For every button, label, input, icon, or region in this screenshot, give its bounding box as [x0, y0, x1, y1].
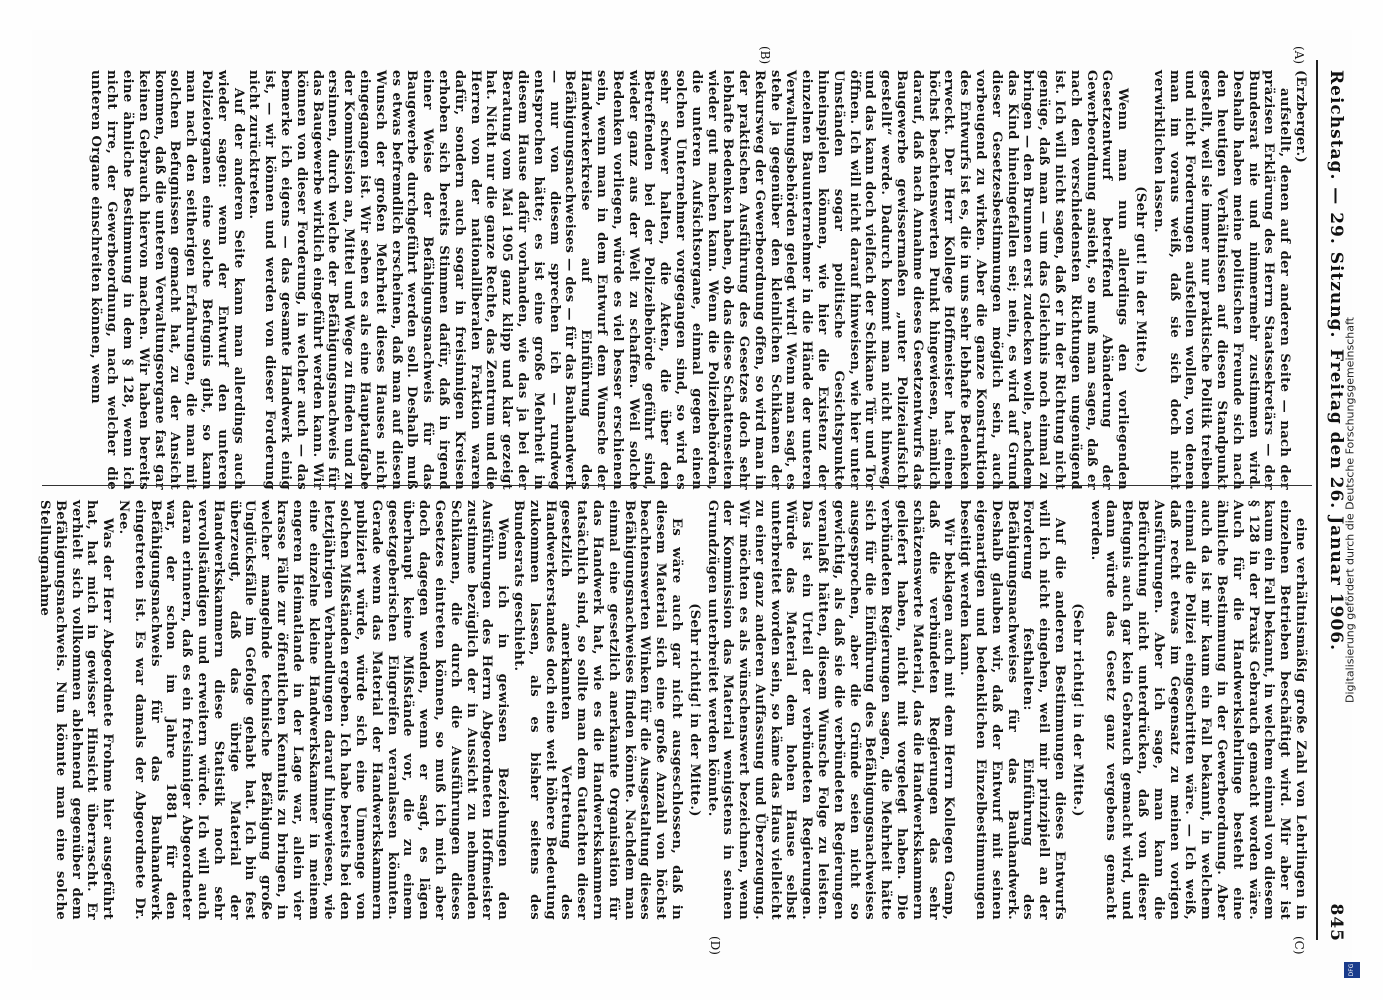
interjection: (Sehr richtig! in der Mitte.) — [686, 603, 702, 817]
paragraph: Wir beklagen auch mit dem Herrn Kollegen Gamp, daß die verbündeten Regierungen das sehr schätzenswerte Material, das die Handwerkskammern geliefert haben, nicht mit vorgelegt haben. Die verbündeten Regierungen sagen, die Mehrheit hätte sich für die Einführung des Befähigungsnachweises ausgesprochen, aber die Gründe seien nicht so gewichtig, als daß sie die verbündeten Regierungen veranlaßt hätten, diesem Wunsche Folge zu leisten. Das ist ein Urteil der verbündeten Regierungen. Würde das Material dem hohen Hause selbst unterbreitet worden sein, so käme das Haus vielleicht zu einer ganz anderen Auffassung und Überzeugung. Wir möchten es als wünschenswert bezeichnen, wenn der Kommission das Material wenigstens in seinen Grundzügen unterbreitet werden könnte. — [704, 500, 956, 920]
dfg-logo: DFG — [1344, 962, 1360, 978]
header-title: Reichstag. — 29. Sitzung. — [1325, 70, 1346, 339]
paragraph: Es wäre auch gar nicht ausgeschlossen, daß in diesem Material sich eine große Anzahl von höchst beachtenswerten Winken für die Ausgestaltung dieses Befähigungsnachweises finden könnte. Nachdem man einmal eine gesetzlich anerkannte Organisation für das Handwerk hat, wie es die Handwerkskammern tatsächlich sind, so sollte man dem Gutachten dieser gesetzlich anerkannten Vertretung des Handwerkerstandes doch eine weit höhere Bedeutung zukommen lassen, als es bisher seitens des Bundesrats geschieht. — [510, 500, 684, 920]
margin-letter-c: (C) — [1291, 936, 1306, 955]
header-rule — [1316, 60, 1318, 940]
margin-letter-b: (B) — [757, 46, 772, 65]
paragraph: Was der Herr Abgeordnete Frohme hier ausgeführt hat, hat mich in gewisser Hinsicht überrascht. Er verhielt sich vollkommen ablehnend gegenüber dem Befähigungsnachweis. Nun könnte man eine solche Stellungnahme — [36, 500, 115, 920]
right-column — [36, 500, 1308, 920]
paragraph: Auf die anderen Bestimmungen dieses Entwurfs will ich nicht eingehen, weil mir prinzipiell an der Forderung festhalten: Einführung des Befähigungsnachweises für das Bauhandwerk. Deshalb glauben wir, daß der Entwurf mit seinen eigenartigen und bedenklichen Einzelbestimmungen beseitigt werden kann. — [956, 500, 1067, 920]
paragraph: eine verhältnismäßig große Zahl von Lehrlingen in einzelnen Betrieben beschäftigt wird. Mir aber ist kaum ein Fall bekannt, in welchem einmal von diesem § 128 in der Praxis Gebrauch gemacht worden wäre. Auch für die Handwerkslehrlinge besteht eine ähnliche Bestimmung in der Gewerbeordnung. Aber auch da ist mir kaum ein Fall bekannt, in welchem einmal die Polizei eingeschritten wäre. — Ich weiß, daß recht etwas im Gegensatz zu meinen vorigen Ausführungen. Aber ich sage, man kann die Befürchtung nicht unterdrücken, daß von dieser Befugnis auch gar kein Gebrauch gemacht wird, und dann würde das Gesetz ganz vergebens gemacht werden. — [1087, 500, 1308, 920]
paragraph: Auf der anderen Seite kann man allerdings auch wieder sagen: wenn der Entwurf den unteren Polizeiorganen eine solche Befugnis gibt, so kann man nach den seitherigen Erfahrungen, die man mit solchen Befugnissen gemacht hat, zu der Ansicht kommen, daß die unteren Verwaltungsorgane fast gar keinen Gebrauch hiervon machen. Wir haben bereits eine ähnliche Bestimmung in dem § 128, wenn ich nicht irre, der Gewerbeordnung, nach welcher die unteren Organe einschreiten können, wenn — [87, 70, 246, 490]
header-date: Freitag den 26. Januar 1906. — [1325, 348, 1346, 652]
paragraph: Wenn ich in gewissen Beziehungen den Ausführungen des Herrn Abgeordneten Hoffmeister zustimme bezüglich der in Aussicht zu nehmenden Schikanen, die durch die Ausführungen dieses Gesetzes eintreten können, so muß ich mich aber doch dagegen wenden, wenn er sagt, es lägen überhaupt keine Mißstände vor, die zu einem gesetzgeberischen Eingreifen veranlassen könnten. Gerade wenn das Material der Handwerkskammern publiziert würde, würde sich eine Unmenge von solchen Mißständen ergeben. Ich habe bereits bei den letztjährigen Verhandlungen darauf hingewiesen, wie eine einzelne kleine Handwerkskammer in meinem engeren Heimatlande in der Lage war, allein vier krasse Fälle zur öffentlichen Kenntnis zu bringen, in welcher mangelnde technische Befähigung große Unglücksfälle im Gefolge gehabt hat. Ich bin fest überzeugt, daß das übrige Material der Handwerkskammern diese Statistik noch sehr vervollständigen und erweitern würde. Ich will auch daran erinnern, daß es ein freisinniger Abgeordneter war, der schon im Jahre 1881 für den Befähigungsnachweis für das Bauhandwerk eingetreten ist. Es war damals der Abgeordnete Dr. Nee. — [115, 500, 510, 920]
footer-credit-text: Digitalisierung gefördert durch die Deutsche Forschungsgemeinschaft — [1343, 317, 1357, 703]
margin-letter-a: (A) — [1291, 46, 1306, 65]
column-divider — [42, 485, 1312, 486]
footer-credit — [1335, 60, 1365, 960]
interjection: (Sehr gut! in der Mitte.) — [1132, 186, 1148, 374]
speaker-name: (Erzberger.) — [1292, 70, 1308, 164]
left-column — [46, 70, 1308, 490]
margin-letter-d: (D) — [707, 936, 722, 955]
paragraph: Wenn man nun allerdings den vorliegenden Gesetzentwurf betreffend Abänderung der Gewerbeordnung ansieht, so muß man sagen, daß er nach den verschiedensten Richtungen ungenügend ist. Ich will nicht sagen, daß er in der Richtung nicht genüge, daß man — um das Gleichnis noch einmal zu bringen — den Brunnen erst zudecken wolle, nachdem das Kind hineingefallen sei; nein, es wird auf Grund dieser Gesetzesbestimmungen möglich sein, auch vorbeugend zu wirken. Aber die ganze Konstruktion des Entwurfs ist es, die in uns sehr lebhafte Bedenken erweckt. Der Herr Kollege Hoffmeister hat einen höchst beachtenswerten Punkt hingewiesen, nämlich darauf, daß nach Annahme dieses Gesetzentwurfs das Baugewerbe gewissermaßen „unter Polizeiaufsicht gestellt“ werde. Dadurch kommt man nicht hinweg, und das kann doch vielfach der Schikane Tür und Tor öffnen. Ich will nicht darauf hinweisen, wie hier unter Umständen sogar politische Gesichtspunkte hineinspielen können, wie hier die Existenz der einzelnen Bauunternehmer in die Hände der unteren Verwaltungsbehörden gelegt wird! Wenn man sagt, es stehe ja gegenüber den kleinlichen Schikanen der Rekursweg der Gewerbeordnung offen, so wird man in der praktischen Ausführung des Gesetzes doch sehr lebhafte Bedenken haben, ob das diese Schattenseiten wieder gut machen kann. Wenn die Polizeibehörden, die unteren Aufsichtsorgane, einmal gegen einen solchen Unternehmer vorgegangen sind, so wird es sehr schwer halten, die Akten, die über den Betreffenden bei der Polizeibehörde geführt sind, wieder ganz aus der Welt zu schaffen. Weil solche Bedenken vorliegen, würde es viel besser erschienen sein, wenn man in dem Entwurf dem Wunsche der Handwerkerkreise auf Einführung des Befähigungsnachweises — des — für das Bauhandwerk — nur von diesem sprechen ich — rundweg entsprochen hätte; es ist eine große Mehrheit in diesem Hause dafür vorhanden, wie das ja bei der Beratung vom Mai 1905 ganz klipp und klar gezeigt hat. Nicht nur die ganze Rechte, das Zentrum und die Herren von der nationalliberalen Fraktion waren dafür, sondern auch sogar in freisinnigen Kreisen erhoben sich bereits Stimmen dafür, daß in irgend einer Weise der Befähigungsnachweis für das Baugewerbe durchgeführt werden soll. Deshalb muß es etwas befremdlich erscheinen, daß man auf diesen Wunsch der großen Mehrheit dieses Hauses nicht eingegangen ist. Wir sehen es als eine Hauptaufgabe der Kommission an, Mittel und Wege zu finden und zu ersinnen, durch welche der Befähigungsnachweis für das Baugewerbe wirklich eingeführt werden kann. Wir können von dieser Forderung, in welcher auch — das bemerke ich eigens — das gesamte Handwerk einig ist, — wir können und werden von dieser Forderung nicht zurücktreten. — [245, 70, 1130, 490]
page-number: 845 — [1325, 903, 1346, 942]
interjection: (Sehr richtig! in der Mitte.) — [1069, 603, 1085, 817]
paragraph: aufstellt, denen auf der anderen Seite — nach der präzisen Erklärung des Herrn Staatssekretärs — der Bundesrat nie und nimmermehr zustimmen wird. Deshalb haben meine politischen Freunde sich nach den heutigen Verhältnissen auf diesen Standpunkt gestellt, weil sie immer nur praktische Politik treiben und nicht Forderungen aufstellen wollen, von denen man im voraus weiß, daß sie sich doch nicht verwirklichen lassen. — [1150, 70, 1292, 490]
rotated-page — [32, 30, 1352, 970]
